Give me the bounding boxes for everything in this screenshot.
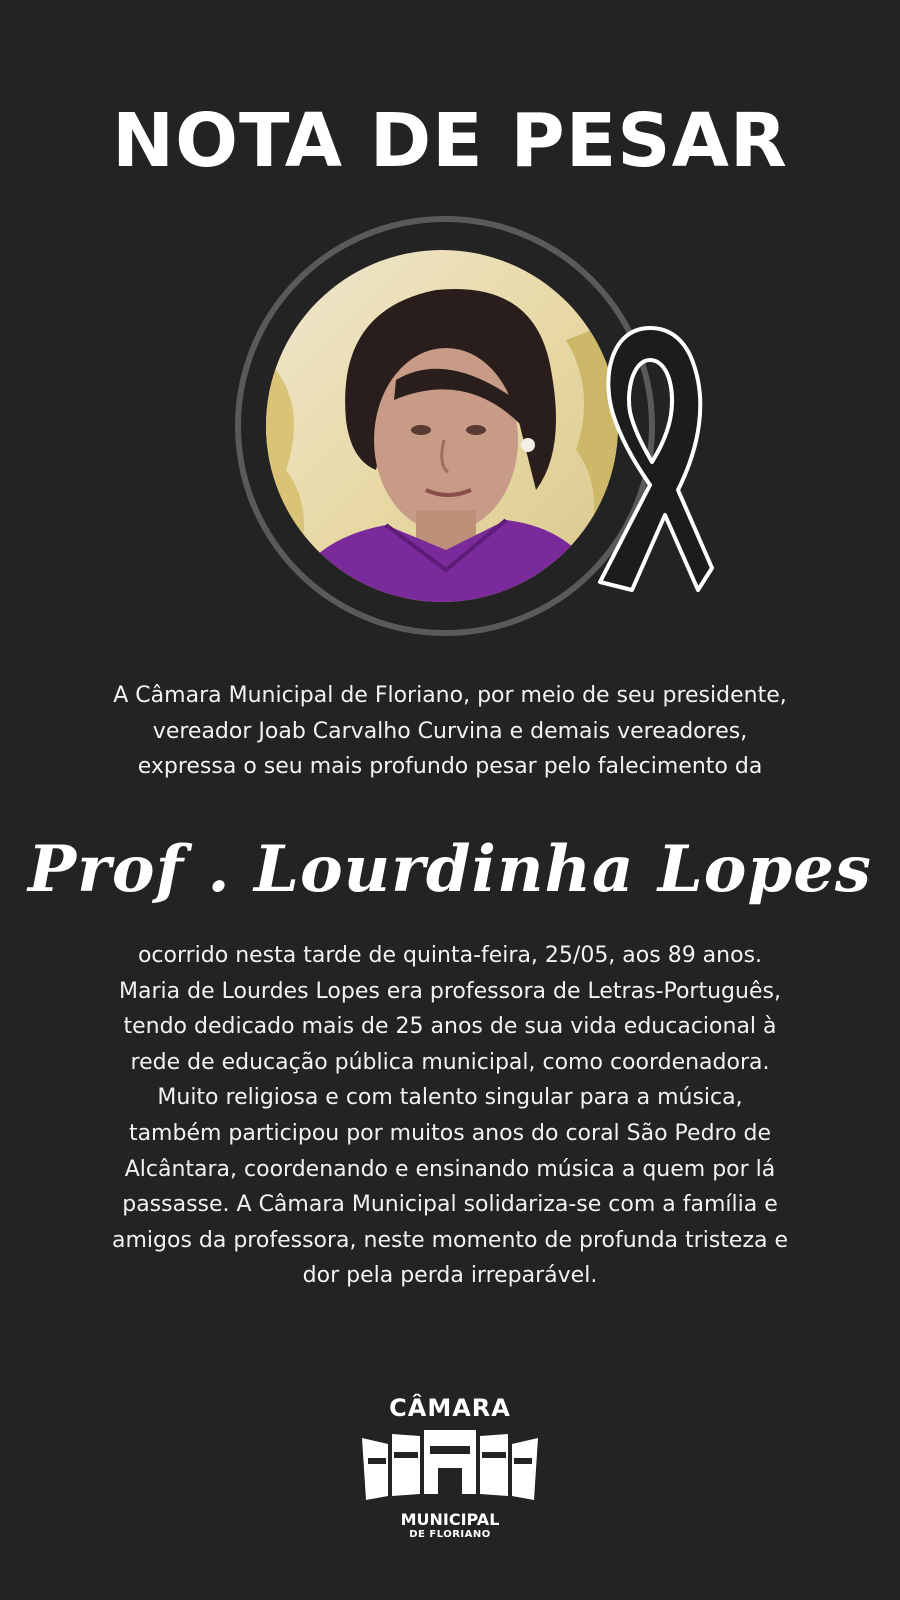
deceased-name: Prof . Lourdinha Lopes — [28, 832, 872, 907]
logo-mid-text: MUNICIPAL — [400, 1510, 500, 1529]
portrait-photo — [266, 250, 618, 602]
logo-sub-text: DE FLORIANO — [409, 1529, 491, 1540]
camara-building-icon — [358, 1424, 542, 1506]
logo-top-text: CÂMARA — [389, 1394, 511, 1422]
intro-text: A Câmara Municipal de Floriano, por meio de seu presidente, vereador Joab Carvalho Curvina e demais vereadores, expressa o seu mais profundo pesar pelo falecimento da — [113, 683, 787, 780]
body-text: ocorrido nesta tarde de quinta-feira, 25/05, aos 89 anos. Maria de Lourdes Lopes era professora de Letras-Português, tendo dedicado mais de 25 anos de sua vida educacional à rede de educação pública municipal, como coordenadora. Muito religiosa e com talento singular para a música, também participou por muitos anos do coral São Pedro de Alcântara, coordenando e ensinando música a quem por lá passasse. A Câmara Municipal solidariza-se com a família e amigos da professora, neste momento de profunda tristeza e dor pela perda irreparável. — [112, 943, 788, 1289]
page-title: NOTA DE PESAR — [112, 98, 788, 184]
camara-logo — [340, 1394, 560, 1554]
mourning-ribbon-icon — [580, 320, 720, 600]
